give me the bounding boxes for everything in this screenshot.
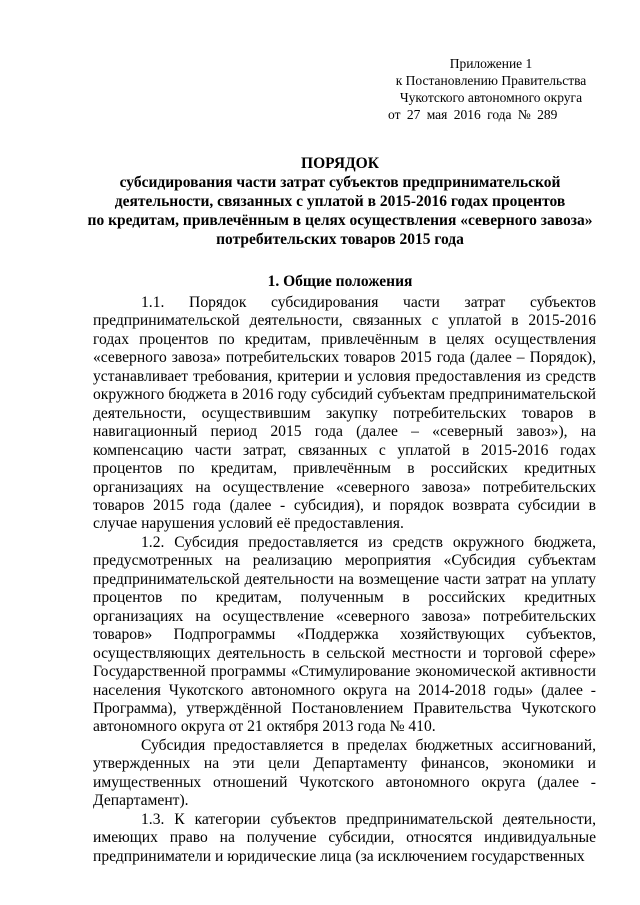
title-line-2: деятельности, связанных с уплатой в 2015-2016 годах процентов [114, 193, 566, 210]
title-main: ПОРЯДОК [301, 155, 379, 172]
annex-number: Приложение 1 [449, 56, 533, 71]
title-line-3: по кредитам, привлечённым в целях осуществления «северного завоза» [87, 212, 593, 229]
title-line-4: потребительских товаров 2015 года [216, 231, 464, 248]
document-title [80, 154, 600, 249]
paragraph-1-3: 1.3. К категории субъектов предпринимательской деятельности, имеющих право на получение субсидии, относятся индивидуальные предприниматели и юридические лица (за исключением государственных [93, 810, 596, 865]
annex-resolution: к Постановлению Правительства [395, 73, 587, 88]
paragraph-1-1: 1.1. Порядок субсидирования части затрат субъектов предпринимательской деятельности, связанных с уплатой в 2015-2016 годах процентов по кредитам, привлечённым в целях осуществления «северного завоза» потребительских товаров 2015 года (далее – Порядок), устанавливает требования, критерии и условия предоставления из средств окружного бюджета в 2016 году субсидий субъектам предпринимательской деятельности, осуществившим закупку потребительских товаров в навигационный период 2015 года (далее – «северный завоз»), на компенсацию части затрат, связанных с уплатой в 2015-2016 годах процентов по кредитам, привлечённым в российских кредитных организациях на осуществление «северного завоза» потребительских товаров 2015 года (далее - субсидия), и порядок возврата субсидии в случае нарушения условий её предоставления. [93, 294, 596, 533]
annex-reference [380, 55, 602, 123]
paragraph-1-2-cont: Субсидия предоставляется в пределах бюджетных ассигнований, утвержденных на эти цели Департаменту финансов, экономики и имущественных отношений Чукотского автономного округа (далее - Департамент). [93, 736, 596, 810]
annex-authority: Чукотского автономного округа [399, 90, 583, 105]
section-body [93, 294, 596, 866]
title-line-1: субсидирования части затрат субъектов предпринимательской [119, 174, 561, 191]
section-heading: 1. Общие положения [267, 273, 413, 290]
annex-date: от 27 мая 2016 года № 289 [388, 107, 558, 122]
paragraph-1-2: 1.2. Субсидия предоставляется из средств окружного бюджета, предусмотренных на реализацию мероприятия «Субсидия субъектам предпринимательской деятельности на возмещение части затрат на уплату процентов по кредитам, полученным в российских кредитных организациях на осуществление «северного завоза» потребительских товаров» Подпрограммы «Поддержка хозяйствующих субъектов, осуществляющих деятельность в сельской местности и торговой сфере» Государственной программы «Стимулирование экономической активности населения Чукотского автономного округа на 2014-2018 годы» (далее - Программа), утверждённой Постановлением Правительства Чукотского автономного округа от 21 октября 2013 года № 410. [93, 533, 596, 736]
